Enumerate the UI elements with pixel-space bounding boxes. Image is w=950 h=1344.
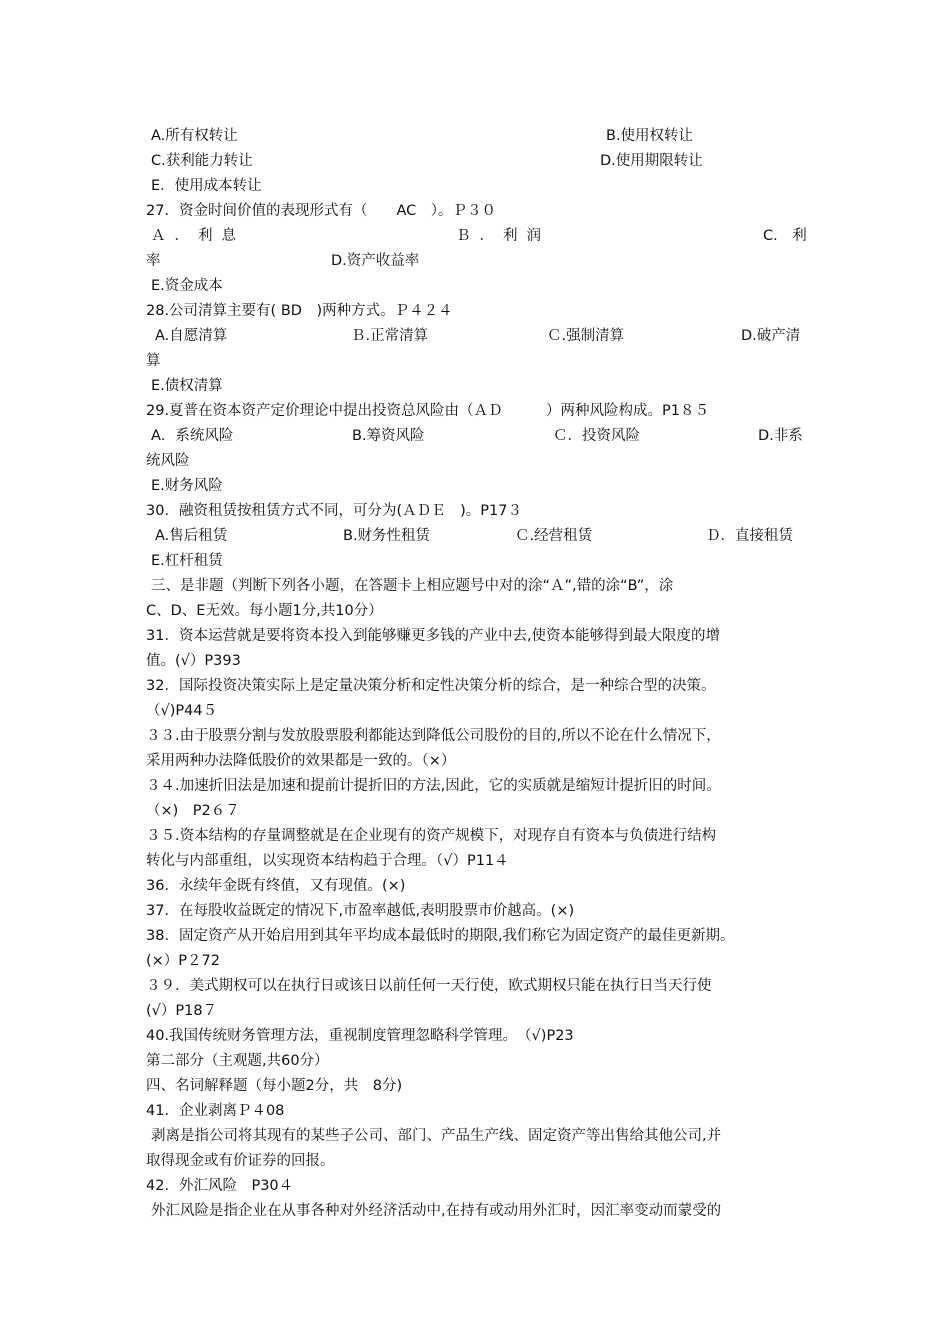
q42-answer-line1: 外汇风险是指企业在从事各种对外经济活动中,在持有或动用外汇时，因汇率变动而蒙受的 — [151, 1203, 722, 1219]
q41-answer-line2: 取得现金或有价证券的回报。 — [146, 1153, 335, 1169]
section3-heading: 三、是非题（判断下列各小题，在答题卡上相应题号中对的涂“Ａ”,错的涂“B”，涂 — [151, 578, 674, 594]
part2-heading: 第二部分（主观题,共60分） — [146, 1053, 329, 1069]
q27-option-e: E.资金成本 — [151, 278, 223, 294]
q27-option-d: D.资产收益率 — [331, 253, 420, 269]
q27-option-a: Ａ．利息 — [151, 228, 245, 244]
q29-option-b: B.筹资风险 — [352, 428, 425, 444]
q29-option-d-wrap: 统风险 — [146, 453, 190, 469]
q29-question: 29.夏普在资本资产定价理论中提出投资总风险由（ＡＤ ）两种风险构成。P1８５ — [146, 403, 710, 419]
q37: 37．在每股收益既定的情况下,市盈率越低,表明股票市价越高。(×) — [146, 903, 575, 919]
q41-answer-line1: 剥离是指公司将其现有的某些子公司、部门、产品生产线、固定资产等出售给其他公司,并 — [151, 1128, 722, 1144]
section4-heading: 四、名词解释题（每小题2分，共 8分) — [146, 1078, 403, 1094]
q30-option-a: A.售后租赁 — [155, 528, 228, 544]
q35-line1: ３５.资本结构的存量调整就是在企业现有的资产规模下，对现存自有资本与负债进行结构 — [146, 828, 717, 844]
q34-line1: ３４.加速折旧法是加速和提前计提折旧的方法,因此，它的实质就是缩短计提折旧的时间。 — [146, 778, 721, 794]
q35-line2: 转化与内部重组，以实现资本结构趋于合理。（√）P11４ — [146, 853, 509, 869]
q31-line1: 31．资本运营就是要将资本投入到能够赚更多钱的产业中去,使资本能够得到最大限度的增 — [146, 628, 721, 644]
q32-line2: （√)P44５ — [146, 703, 218, 719]
q41-title: 41．企业剥离Ｐ４08 — [146, 1103, 285, 1119]
q30-option-c: Ｃ.经营租赁 — [515, 528, 593, 544]
q33-line1: ３３.由于股票分割与发放股票股利都能达到降低公司股份的目的,所以不论在什么情况下， — [146, 728, 721, 744]
q36: 36．永续年金既有终值，又有现值。(×) — [146, 878, 406, 894]
q27-question: 27．资金时间价值的表现形式有（ AC ）。Ｐ３０ — [146, 203, 496, 219]
q29-option-a: A．系统风险 — [151, 428, 234, 444]
q28-option-b: Ｂ.正常清算 — [351, 328, 429, 344]
q28-option-d-wrap: 算 — [146, 353, 161, 369]
q28-question: 28.公司清算主要有( BD )两种方式。Ｐ４２４ — [146, 303, 453, 319]
q38-line1: 38．固定资产从开始启用到其年平均成本最低时的期限,我们称它为固定资产的最佳更新期。 — [146, 928, 735, 944]
q29-option-c: Ｃ．投资风险 — [553, 428, 640, 444]
q26-option-b: B.使用权转让 — [606, 128, 694, 144]
q39-line2: (√）P18７ — [146, 1003, 218, 1019]
q26-option-c: C.获利能力转让 — [151, 153, 253, 169]
q38-line2: (×）P２72 — [146, 953, 221, 969]
q39-line1: ３９．美式期权可以在执行日或该日以前任何一天行使，欧式期权只能在执行日当天行使 — [146, 978, 712, 994]
q33-line2: 采用两种办法降低股价的效果都是一致的。（×） — [146, 753, 456, 769]
q29-option-d: D.非系 — [758, 428, 803, 444]
q27-option-c-wrap: 率 — [146, 253, 161, 269]
section3-heading-cont: C、D、E无效。每小题1分,共10分） — [146, 603, 383, 619]
q30-option-e: E.杠杆租赁 — [151, 553, 223, 569]
q28-option-e: E.债权清算 — [151, 378, 223, 394]
q30-option-d: Ｄ．直接租赁 — [706, 528, 793, 544]
q32-line1: 32．国际投资决策实际上是定量决策分析和定性决策分析的综合，是一种综合型的决策。 — [146, 678, 716, 694]
q28-option-c: Ｃ.强制清算 — [547, 328, 625, 344]
q26-option-e: E．使用成本转让 — [151, 178, 262, 194]
q26-option-d: D.使用期限转让 — [600, 153, 703, 169]
q28-option-a: A.自愿清算 — [155, 328, 228, 344]
q34-line2: （×) P2６７ — [146, 803, 240, 819]
q28-option-d: D.破产清 — [741, 328, 801, 344]
q26-option-a: A.所有权转让 — [151, 128, 238, 144]
q30-question: 30．融资租赁按租赁方式不同，可分为(ＡＤＥ )。P17３ — [146, 503, 522, 519]
q31-line2: 值。(√）P393 — [146, 653, 241, 669]
q29-option-e: E.财务风险 — [151, 478, 223, 494]
q27-option-b: Ｂ．利润 — [456, 228, 550, 244]
q27-option-c: C. 利 — [763, 228, 807, 244]
q42-title: 42．外汇风险 P30４ — [146, 1178, 294, 1194]
q30-option-b: B.财务性租赁 — [343, 528, 431, 544]
q40: 40.我国传统财务管理方法，重视制度管理忽略科学管理。 （√)P23 — [146, 1028, 574, 1044]
